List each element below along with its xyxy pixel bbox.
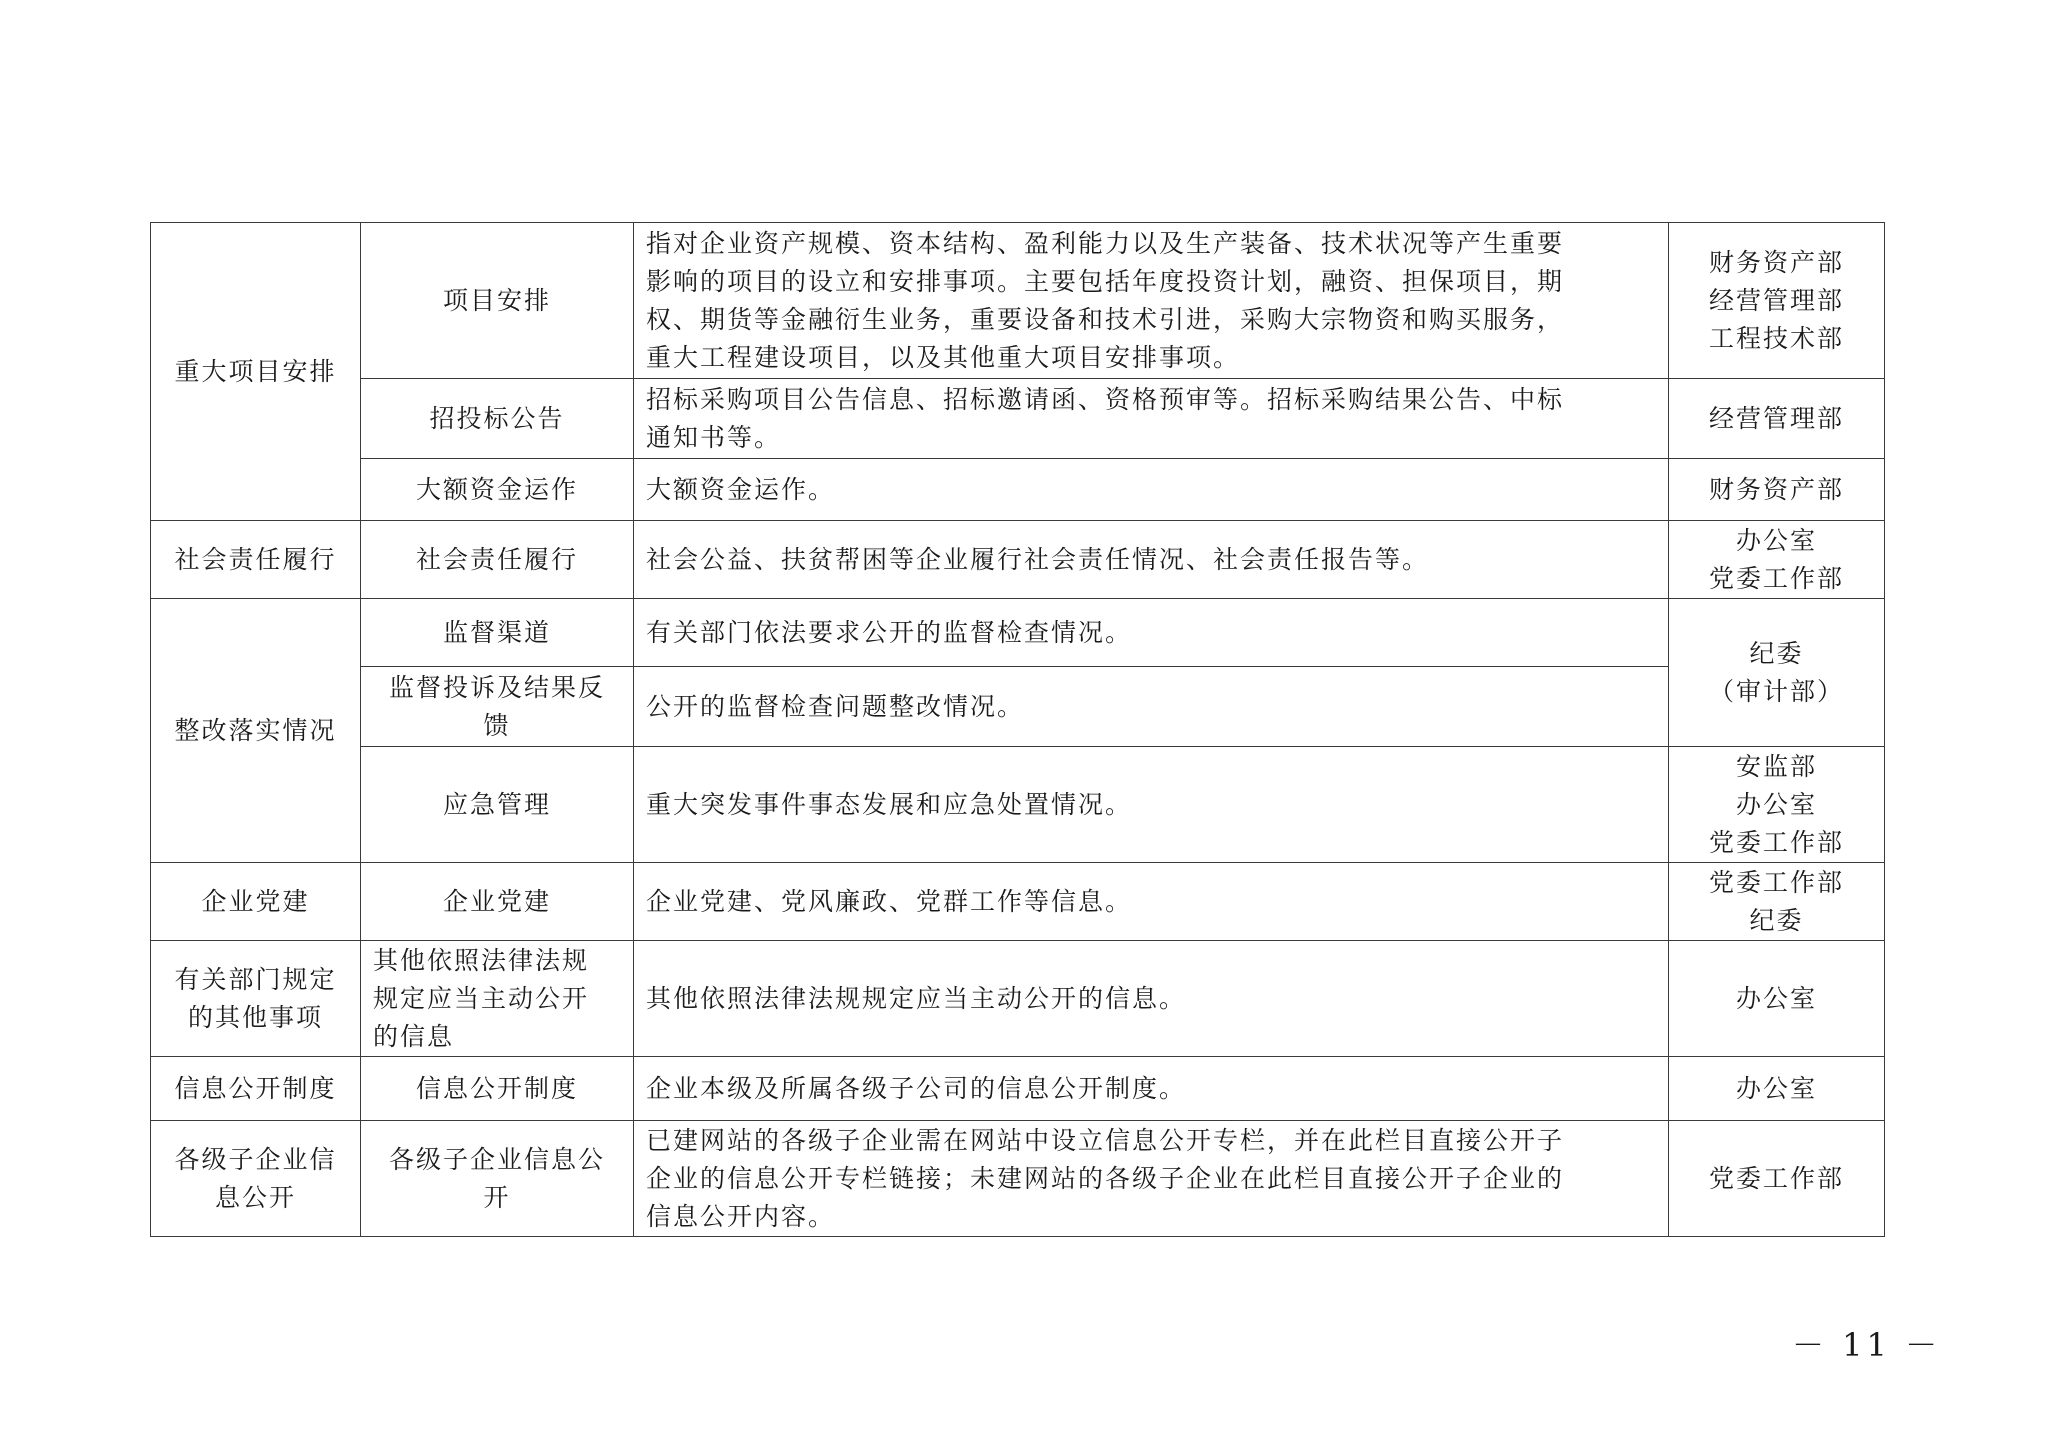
category-cell: 信息公开制度 — [151, 1057, 361, 1121]
item-cell: 监督投诉及结果反 馈 — [361, 667, 634, 747]
table-row — [151, 1057, 1885, 1121]
content-cell: 重大突发事件事态发展和应急处置情况。 — [634, 747, 1669, 863]
item-cell: 应急管理 — [361, 747, 634, 863]
item-cell: 项目安排 — [361, 223, 634, 379]
department-cell: 党委工作部 纪委 — [1669, 863, 1885, 941]
table-row — [151, 1121, 1885, 1237]
category-cell: 各级子企业信 息公开 — [151, 1121, 361, 1237]
content-cell: 招标采购项目公告信息、招标邀请函、资格预审等。招标采购结果公告、中标 通知书等。 — [634, 379, 1669, 459]
department-cell: 办公室 — [1669, 1057, 1885, 1121]
department-cell: 办公室 党委工作部 — [1669, 521, 1885, 599]
category-cell: 社会责任履行 — [151, 521, 361, 599]
item-cell: 各级子企业信息公 开 — [361, 1121, 634, 1237]
category-cell: 企业党建 — [151, 863, 361, 941]
table-row — [151, 599, 1885, 667]
department-cell: 安监部 办公室 党委工作部 — [1669, 747, 1885, 863]
item-cell: 监督渠道 — [361, 599, 634, 667]
category-cell: 整改落实情况 — [151, 599, 361, 863]
content-cell: 其他依照法律法规规定应当主动公开的信息。 — [634, 941, 1669, 1057]
content-cell: 已建网站的各级子企业需在网站中设立信息公开专栏，并在此栏目直接公开子 企业的信息公开专栏链接；未建网站的各级子企业在此栏目直接公开子企业的 信息公开内容。 — [634, 1121, 1669, 1237]
department-cell: 纪委 （审计部） — [1669, 599, 1885, 747]
table-row — [151, 223, 1885, 379]
table-row — [151, 379, 1885, 459]
table-row — [151, 459, 1885, 521]
content-cell: 公开的监督检查问题整改情况。 — [634, 667, 1669, 747]
table-row — [151, 521, 1885, 599]
content-cell: 有关部门依法要求公开的监督检查情况。 — [634, 599, 1669, 667]
item-cell: 信息公开制度 — [361, 1057, 634, 1121]
item-cell: 其他依照法律法规 规定应当主动公开 的信息 — [361, 941, 634, 1057]
department-cell: 经营管理部 — [1669, 379, 1885, 459]
item-cell: 大额资金运作 — [361, 459, 634, 521]
table-row — [151, 863, 1885, 941]
content-cell: 社会公益、扶贫帮困等企业履行社会责任情况、社会责任报告等。 — [634, 521, 1669, 599]
item-cell: 招投标公告 — [361, 379, 634, 459]
department-cell: 财务资产部 — [1669, 459, 1885, 521]
item-cell: 社会责任履行 — [361, 521, 634, 599]
item-cell: 企业党建 — [361, 863, 634, 941]
table-row — [151, 941, 1885, 1057]
department-cell: 财务资产部 经营管理部 工程技术部 — [1669, 223, 1885, 379]
table-row — [151, 667, 1885, 747]
content-cell: 指对企业资产规模、资本结构、盈利能力以及生产装备、技术状况等产生重要 影响的项目的设立和安排事项。主要包括年度投资计划，融资、担保项目，期 权、期货等金融衍生业务，重要设备和技术引进，采购大宗物资和购买服务， 重大工程建设项目，以及其他重大项目安排事项。 — [634, 223, 1669, 379]
content-cell: 大额资金运作。 — [634, 459, 1669, 521]
category-cell: 重大项目安排 — [151, 223, 361, 521]
department-cell: 办公室 — [1669, 941, 1885, 1057]
table-row — [151, 747, 1885, 863]
disclosure-table — [150, 222, 1885, 1237]
page-number: － 11 － — [1792, 1326, 1942, 1364]
category-cell: 有关部门规定 的其他事项 — [151, 941, 361, 1057]
content-cell: 企业本级及所属各级子公司的信息公开制度。 — [634, 1057, 1669, 1121]
content-cell: 企业党建、党风廉政、党群工作等信息。 — [634, 863, 1669, 941]
department-cell: 党委工作部 — [1669, 1121, 1885, 1237]
